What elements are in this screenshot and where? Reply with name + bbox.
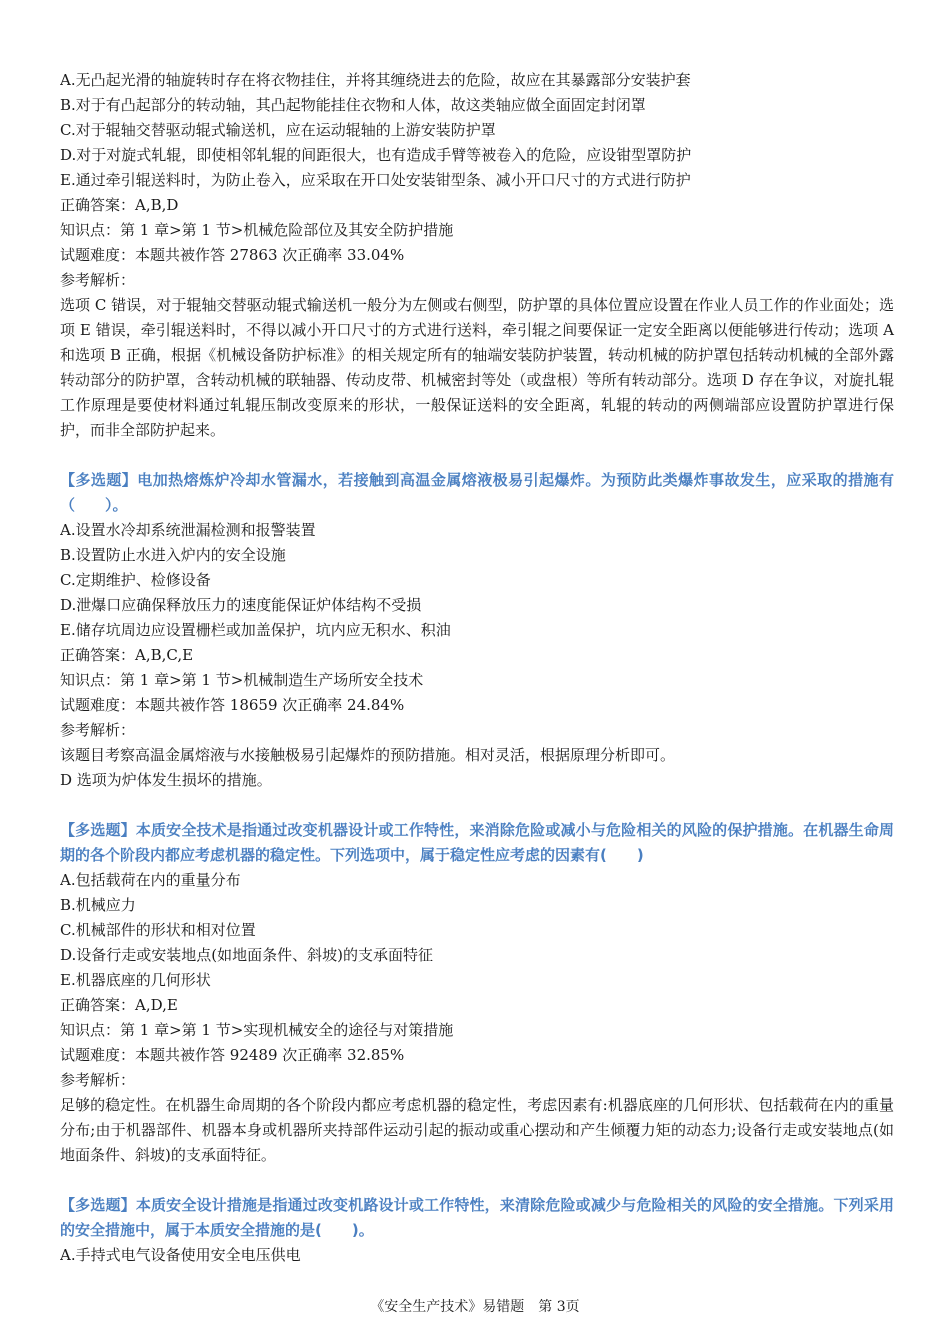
correct-answer: 正确答案：A,D,E	[60, 996, 178, 1014]
analysis-line-2: D 选项为炉体发生损坏的措施。	[60, 771, 272, 789]
analysis-text: 足够的稳定性。在机器生命周期的各个阶段内都应考虑机器的稳定性，考虑因素有:机器底座的几何形状、包括载荷在内的重量分布;由于机器部件、机器本身或机器所夹持部件运动引起的振动或重心摆动和产生倾覆力矩的动态力;设备行走或安装地点(如地面条件、斜坡)的支承面特征。	[60, 1096, 894, 1164]
option-d: D.对于对旋式轧辊，即使相邻轧辊的间距很大，也有造成手臂等被卷入的危险，应设钳型罩防护	[60, 146, 692, 164]
option-e: E.储存坑周边应设置栅栏或加盖保护，坑内应无积水、积油	[60, 621, 451, 639]
option-a: A.无凸起光滑的轴旋转时存在将衣物挂住，并将其缠绕进去的危险，故应在其暴露部分安装护套	[60, 71, 691, 89]
knowledge-point: 知识点：第 1 章>第 1 节>机械制造生产场所安全技术	[60, 671, 424, 689]
knowledge-point: 知识点：第 1 章>第 1 节>机械危险部位及其安全防护措施	[60, 221, 454, 239]
option-c: C.机械部件的形状和相对位置	[60, 921, 256, 939]
option-d: D.泄爆口应确保释放压力的速度能保证炉体结构不受损	[60, 596, 422, 614]
question-title: 【多选题】电加热熔炼炉冷却水管漏水，若接触到高温金属熔液极易引起爆炸。为预防此类爆炸事故发生，应采取的措施有（ ）。	[60, 471, 894, 514]
analysis-label: 参考解析：	[60, 1071, 136, 1089]
spacer	[60, 443, 894, 468]
correct-answer: 正确答案：A,B,D	[60, 196, 179, 214]
option-d: D.设备行走或安装地点(如地面条件、斜坡)的支承面特征	[60, 946, 433, 964]
analysis-label: 参考解析：	[60, 271, 136, 289]
correct-answer: 正确答案：A,B,C,E	[60, 646, 194, 664]
option-a: A.设置水冷却系统泄漏检测和报警装置	[60, 521, 316, 539]
question-block-3	[60, 818, 894, 1168]
question-block-4	[60, 1193, 894, 1268]
option-c: C.对于辊轴交替驱动辊式输送机，应在运动辊轴的上游安装防护罩	[60, 121, 496, 139]
difficulty: 试题难度：本题共被作答 18659 次正确率 24.84%	[60, 696, 405, 714]
question-block-2	[60, 468, 894, 793]
analysis-line-1: 该题目考察高温金属熔液与水接触极易引起爆炸的预防措施。相对灵活，根据原理分析即可。	[60, 746, 676, 764]
analysis-text: 选项 C 错误，对于辊轴交替驱动辊式输送机一般分为左侧或右侧型，防护罩的具体位置应设置在作业人员工作的作业面处；选项 E 错误，牵引辊送料时，不得以减小开口尺寸的方式进行送料，牵引辊之间要保证一定安全距离以便能够进行传动；选项 A 和选项 B 正确，根据《机械设备防护标准》的相关规定所有的轴端安装防护装置，转动机械的防护罩包括转动机械的全部外露转动部分的防护罩，含转动机械的联轴器、传动皮带、机械密封等处（或盘根）等所有转动部分。选项 D 存在争议，对旋扎辊工作原理是要使材料通过轧辊压制改变原来的形状，一般保证送料的安全距离，轧辊的转动的两侧端部应设置防护罩进行保护，而非全部防护起来。	[60, 296, 894, 439]
page-footer: 《安全生产技术》易错题 第 3页	[370, 1299, 580, 1315]
option-b: B.机械应力	[60, 896, 136, 914]
difficulty: 试题难度：本题共被作答 92489 次正确率 32.85%	[60, 1046, 405, 1064]
option-a: A.包括载荷在内的重量分布	[60, 871, 241, 889]
option-e: E.机器底座的几何形状	[60, 971, 211, 989]
question-title: 【多选题】本质安全设计措施是指通过改变机路设计或工作特性，来清除危险或减少与危险相关的风险的安全措施。下列采用的安全措施中，属于本质安全措施的是( )。	[60, 1196, 894, 1239]
option-b: B.设置防止水进入炉内的安全设施	[60, 546, 286, 564]
question-block-1	[60, 68, 894, 443]
knowledge-point: 知识点：第 1 章>第 1 节>实现机械安全的途径与对策措施	[60, 1021, 454, 1039]
option-b: B.对于有凸起部分的转动轴，其凸起物能挂住衣物和人体，故这类轴应做全面固定封闭罩	[60, 96, 646, 114]
option-a: A.手持式电气设备使用安全电压供电	[60, 1246, 301, 1264]
page-content	[60, 68, 894, 1268]
option-e: E.通过牵引辊送料时，为防止卷入，应采取在开口处安装钳型条、减小开口尺寸的方式进行防护	[60, 171, 691, 189]
spacer	[60, 793, 894, 818]
difficulty: 试题难度：本题共被作答 27863 次正确率 33.04%	[60, 246, 405, 264]
question-title: 【多选题】本质安全技术是指通过改变机器设计或工作特性，来消除危险或减小与危险相关的风险的保护措施。在机器生命周期的各个阶段内都应考虑机器的稳定性。下列选项中，属于稳定性应考虑的因素有( )	[60, 821, 894, 864]
spacer	[60, 1168, 894, 1193]
analysis-label: 参考解析：	[60, 721, 136, 739]
option-c: C.定期维护、检修设备	[60, 571, 211, 589]
